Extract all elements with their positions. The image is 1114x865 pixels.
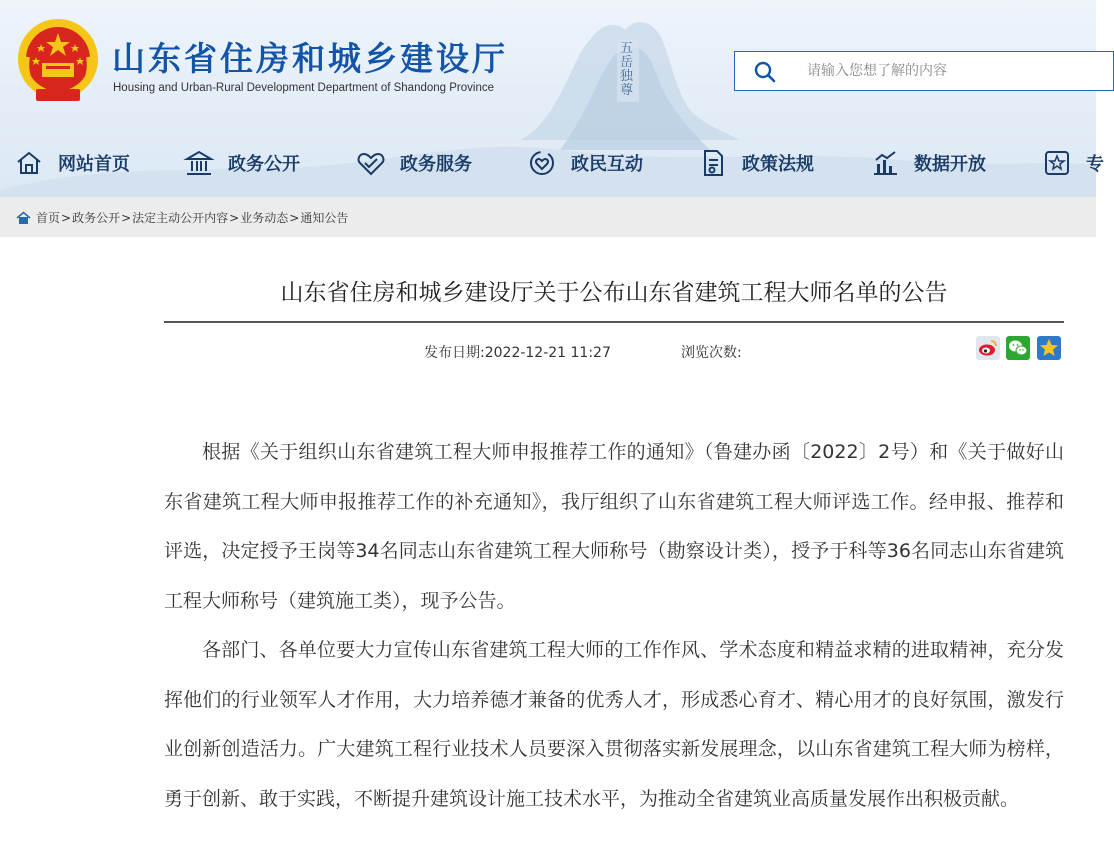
nav-data-label: 数据开放 (914, 154, 986, 175)
breadcrumb-home[interactable]: 首页 (36, 211, 61, 225)
site-subtitle: Housing and Urban-Rural Development Department of Shandong Province (113, 82, 494, 94)
favorite-star-icon[interactable] (1037, 336, 1061, 360)
search-box (734, 51, 1114, 91)
nav-gov-open-label: 政务公开 (228, 154, 300, 175)
home-icon (16, 211, 31, 225)
nav-data[interactable] (870, 141, 986, 185)
site-title: 山东省住房和城乡建设厅 (112, 39, 508, 78)
breadcrumb (16, 209, 348, 226)
nav-interaction-label: 政民互动 (571, 154, 643, 175)
breadcrumb-separator: > (61, 210, 72, 225)
national-emblem-icon (14, 17, 102, 109)
site-header (0, 0, 1104, 197)
article-title: 山东省住房和城乡建设厅关于公布山东省建筑工程大师名单的公告 (280, 280, 948, 306)
svg-text:尊: 尊 (620, 83, 634, 98)
breadcrumb-separator: > (229, 210, 240, 225)
wechat-icon[interactable] (1006, 336, 1030, 360)
article-paragraph: 各部门、各单位要大力宣传山东省建筑工程大师的工作作风、学术态度和精益求精的进取精神，充分发挥他们的行业领军人才作用，大力培养德才兼备的优秀人才，形成悉心育才、精心用才的良好氛围，激发行业创新创造活力。广大建筑工程行业技术人员要深入贯彻落实新发展理念，以山东省建筑工程大师为榜样，勇于创新、敢于实践，不断提升建筑设计施工技术水平，为推动全省建筑业高质量发展作出积极贡献。 (164, 639, 1064, 810)
breadcrumb-bar (0, 197, 1096, 237)
breadcrumb-business-news[interactable]: 业务动态 (240, 211, 289, 225)
nav-topic[interactable] (1042, 141, 1104, 185)
search-icon[interactable] (753, 60, 777, 84)
breadcrumb-separator: > (121, 210, 132, 225)
publish-date: 发布日期:2022-12-21 11:27 (424, 345, 611, 361)
weibo-icon[interactable] (976, 336, 1000, 360)
chart-icon (870, 148, 900, 178)
breadcrumb-separator: > (289, 210, 300, 225)
article-paragraph: 根据《关于组织山东省建筑工程大师申报推荐工作的通知》（鲁建办函〔2022〕2号）和《关于做好山东省建筑工程大师申报推荐工作的补充通知》，我厅组织了山东省建筑工程大师评选工作。经申报、推荐和评选，决定授予王岗等34名同志山东省建筑工程大师称号（勘察设计类），授予于科等36名同志山东省建筑工程大师称号（建筑施工类），现予公告。 (164, 441, 1064, 612)
search-input[interactable] (807, 61, 1087, 81)
nav-gov-service[interactable] (356, 141, 472, 185)
home-icon (14, 148, 44, 178)
nav-topic-label: 专 (1086, 154, 1104, 175)
government-building-icon (184, 148, 214, 178)
svg-text:五: 五 (620, 41, 634, 56)
document-icon (698, 148, 728, 178)
main-nav (0, 141, 1104, 185)
nav-policy-label: 政策法规 (742, 154, 814, 175)
nav-policy[interactable] (698, 141, 814, 185)
nav-home-label: 网站首页 (58, 154, 130, 175)
title-divider (164, 321, 1064, 323)
topic-icon (1042, 148, 1072, 178)
nav-interaction[interactable] (527, 141, 643, 185)
nav-gov-service-label: 政务服务 (400, 154, 472, 175)
breadcrumb-notices[interactable]: 通知公告 (300, 211, 349, 225)
svg-text:独: 独 (620, 69, 634, 84)
svg-text:岳: 岳 (620, 55, 634, 70)
breadcrumb-statutory-content[interactable]: 法定主动公开内容 (132, 211, 229, 225)
article-body (164, 428, 1064, 824)
handshake-icon (356, 148, 386, 178)
view-count-label: 浏览次数: (681, 345, 742, 361)
nav-home[interactable] (14, 141, 130, 185)
nav-gov-open[interactable] (184, 141, 300, 185)
breadcrumb-gov-open[interactable]: 政务公开 (72, 211, 121, 225)
heart-hands-icon (527, 148, 557, 178)
